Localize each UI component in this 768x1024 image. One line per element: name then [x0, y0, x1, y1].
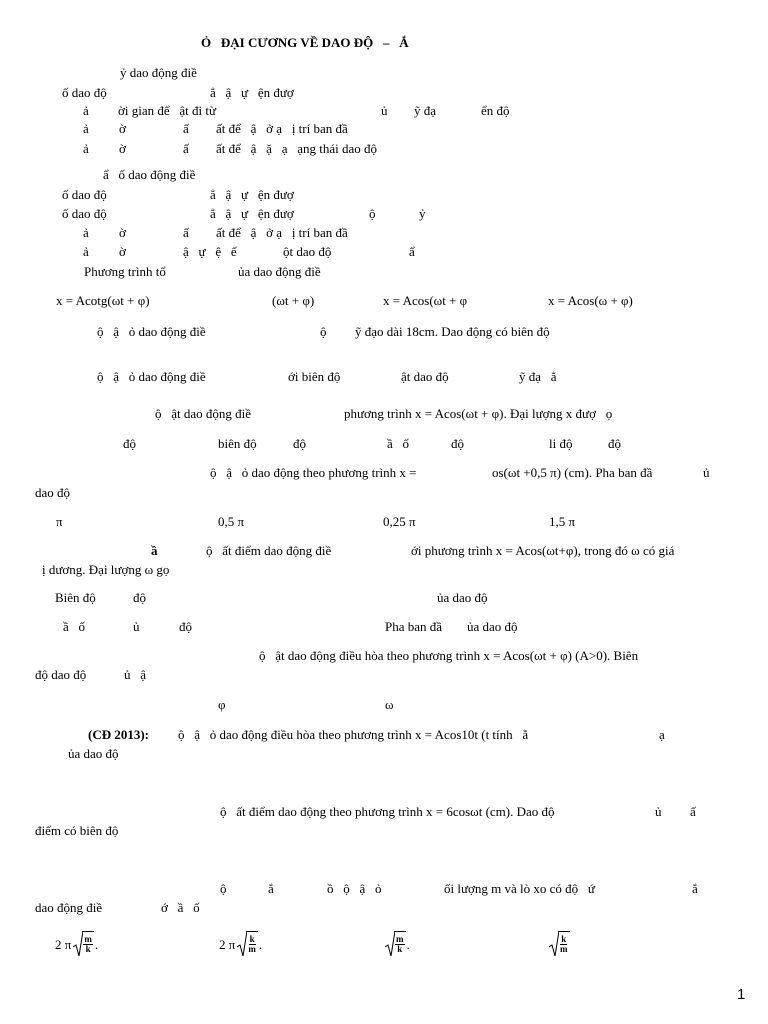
question-text: ộ ật dao động điều hòa theo phương trình x = Acos(ωt + φ) (A>0). Biên — [259, 648, 639, 663]
text-line: ột dao độ — [283, 244, 332, 259]
text-line: ẩ ố dao động điề — [103, 167, 196, 182]
text-line: ờ — [119, 141, 126, 156]
question-text: ầ — [151, 543, 158, 558]
text-line: ỹ đạ — [414, 103, 437, 118]
fraction — [247, 935, 257, 955]
answer-option: Biên độ — [55, 590, 96, 605]
text-line: ờ — [119, 244, 126, 259]
answer-option: ủ — [133, 619, 140, 634]
question-text: ắ — [692, 881, 698, 896]
square-root — [385, 931, 406, 957]
text-line: ố dao độ — [62, 206, 107, 221]
text-line: ố dao độ — [62, 85, 107, 100]
fraction-denominator: k — [85, 944, 91, 954]
question-text: điểm có biên độ — [35, 823, 119, 838]
fraction — [559, 935, 569, 955]
text-line: ộ — [369, 206, 376, 221]
formula-trailing-punctuation: . — [406, 936, 410, 952]
text-line: ả — [83, 141, 89, 156]
question-text: dao độ — [35, 485, 71, 500]
formula-trailing-punctuation: . — [94, 936, 99, 952]
text-line: ất để ậ ặ ạ ạng thái dao độ — [216, 141, 377, 156]
fraction — [83, 935, 93, 955]
formula-coefficient: 2 π — [55, 936, 72, 952]
formula-coefficient: 2 π — [219, 936, 236, 952]
question-text: ới phương trình x = Acos(ωt+φ), trong đó ω có giá — [411, 543, 675, 558]
answer-option: Pha ban đầ — [385, 619, 443, 634]
question-text: ủ — [655, 804, 662, 819]
answer-option: ầ ố — [63, 619, 86, 634]
answer-formula — [547, 931, 571, 957]
question-text: ắ — [268, 881, 274, 896]
question-text: ộ ậ ỏ dao động điề — [97, 324, 206, 339]
text-line: ậ ự ệ ế — [183, 244, 237, 259]
fraction-numerator: m — [84, 933, 92, 944]
text-line: ờ — [119, 225, 126, 240]
answer-option: ủa dao độ — [437, 590, 488, 605]
text-line: ố dao độ — [62, 187, 107, 202]
text-line: ển độ — [481, 103, 510, 118]
fraction-denominator: m — [248, 944, 256, 954]
question-text: ộ ậ ỏ dao động điề — [97, 369, 206, 384]
answer-option: 0,5 π — [218, 514, 245, 529]
text-line: ấ — [183, 141, 189, 156]
fraction-numerator: k — [561, 933, 567, 944]
text-line: ẳ ậ ự ện đượ — [210, 187, 294, 202]
answer-option: độ — [608, 436, 621, 451]
question-text: độ dao độ — [35, 667, 87, 682]
text-line: ấ — [183, 121, 189, 136]
square-root — [73, 931, 94, 957]
question-text: ị dương. Đại lượng ω gọ — [42, 562, 170, 577]
answer-option: 1,5 π — [549, 514, 576, 529]
answer-option: độ — [123, 436, 136, 451]
question-text: ới biên độ — [288, 369, 341, 384]
question-text: ộ — [220, 881, 227, 896]
answer-option: độ — [179, 619, 192, 634]
question-text: ộ ậ ỏ dao động điều hòa theo phương trình x = Acos10t (t tính ằ — [178, 727, 529, 742]
text-line: ỷ dao động điề — [120, 65, 197, 80]
question-text: phương trình x = Acos(ωt + φ). Đại lượng x đượ ọ — [344, 406, 613, 421]
answer-option: (ωt + φ) — [272, 293, 315, 308]
text-line: ẩ — [409, 244, 415, 259]
text-line: ất để ậ ở ạ ị trí ban đầ — [216, 225, 348, 240]
question-text: ộ ất điểm dao động theo phương trình x = 6cosωt (cm). Dao độ — [220, 804, 555, 819]
question-text: ỹ đạ ẳ — [519, 369, 557, 384]
fraction-numerator: k — [249, 933, 255, 944]
question-text: ộ ật dao động điề — [155, 406, 252, 421]
answer-option: ầ ố — [387, 436, 410, 451]
question-text: ật dao độ — [401, 369, 449, 384]
fraction-denominator: m — [560, 944, 568, 954]
answer-option: biên độ — [218, 436, 257, 451]
answer-option: x = Acos(ωt + φ — [383, 293, 468, 308]
question-text: ộ — [320, 324, 327, 339]
question-text: ạ — [659, 727, 665, 742]
text-line: ả — [83, 103, 89, 118]
answer-formula — [55, 931, 98, 957]
question-text: ớ ầ ố — [161, 900, 200, 915]
answer-option: π — [56, 514, 63, 529]
answer-option: độ — [133, 590, 146, 605]
question-text: dao động điề — [35, 900, 103, 915]
answer-formula — [219, 931, 262, 957]
question-text: ủ ậ — [124, 667, 147, 682]
fraction-numerator: m — [396, 933, 404, 944]
text-line: ấ — [183, 225, 189, 240]
answer-option: độ — [451, 436, 464, 451]
text-line: ẳ ậ ự ện đượ — [210, 85, 294, 100]
answer-option: độ — [293, 436, 306, 451]
question-text: Phương trình tổ — [84, 264, 166, 279]
answer-option: ủa dao độ — [467, 619, 518, 634]
text-line: ả — [83, 121, 89, 136]
square-root — [549, 931, 570, 957]
answer-option: li độ — [549, 436, 573, 451]
answer-formula — [383, 931, 410, 957]
answer-option: φ — [218, 697, 226, 712]
text-line: ỷ — [419, 206, 426, 221]
page-title: Ỏ ĐẠI CƯƠNG VỀ DAO ĐỘ – Ắ — [201, 35, 409, 50]
question-text: ủa dao độ — [68, 746, 119, 761]
text-line: ả — [83, 244, 89, 259]
text-line: ẳ ậ ự ện đượ — [210, 206, 294, 221]
question-text: (CĐ 2013): — [88, 727, 150, 742]
answer-option: ω — [385, 697, 394, 712]
answer-option: x = Acotg(ωt + φ) — [56, 293, 150, 308]
text-line: ả — [83, 225, 89, 240]
page-number: 1 — [737, 986, 746, 1003]
formula-trailing-punctuation: . — [258, 936, 263, 952]
text-line: ủ — [381, 103, 388, 118]
question-text: ủa dao động điề — [238, 264, 321, 279]
fraction-denominator: k — [397, 944, 403, 954]
text-line: ờ — [119, 121, 126, 136]
answer-option: x = Acos(ω + φ) — [548, 293, 633, 308]
text-line: ất để ậ ở ạ ị trí ban đầ — [216, 121, 348, 136]
question-text: ủ — [703, 465, 710, 480]
answer-option: 0,25 π — [383, 514, 416, 529]
question-text: ối lượng m và lò xo có độ ứ — [444, 881, 595, 896]
question-text: os(ωt +0,5 π) (cm). Pha ban đầ — [492, 465, 653, 480]
square-root — [237, 931, 258, 957]
question-text: ồ ộ ậ ỏ — [327, 881, 382, 896]
fraction — [395, 935, 405, 955]
question-text: ỹ đạo dài 18cm. Dao động có biên độ — [355, 324, 550, 339]
question-text: ộ ậ ỏ dao động theo phương trình x = — [210, 465, 417, 480]
text-line: ời gian để ật đi từ — [118, 103, 217, 118]
question-text: ộ ất điểm dao động điề — [206, 543, 332, 558]
question-text: ấ — [690, 804, 696, 819]
